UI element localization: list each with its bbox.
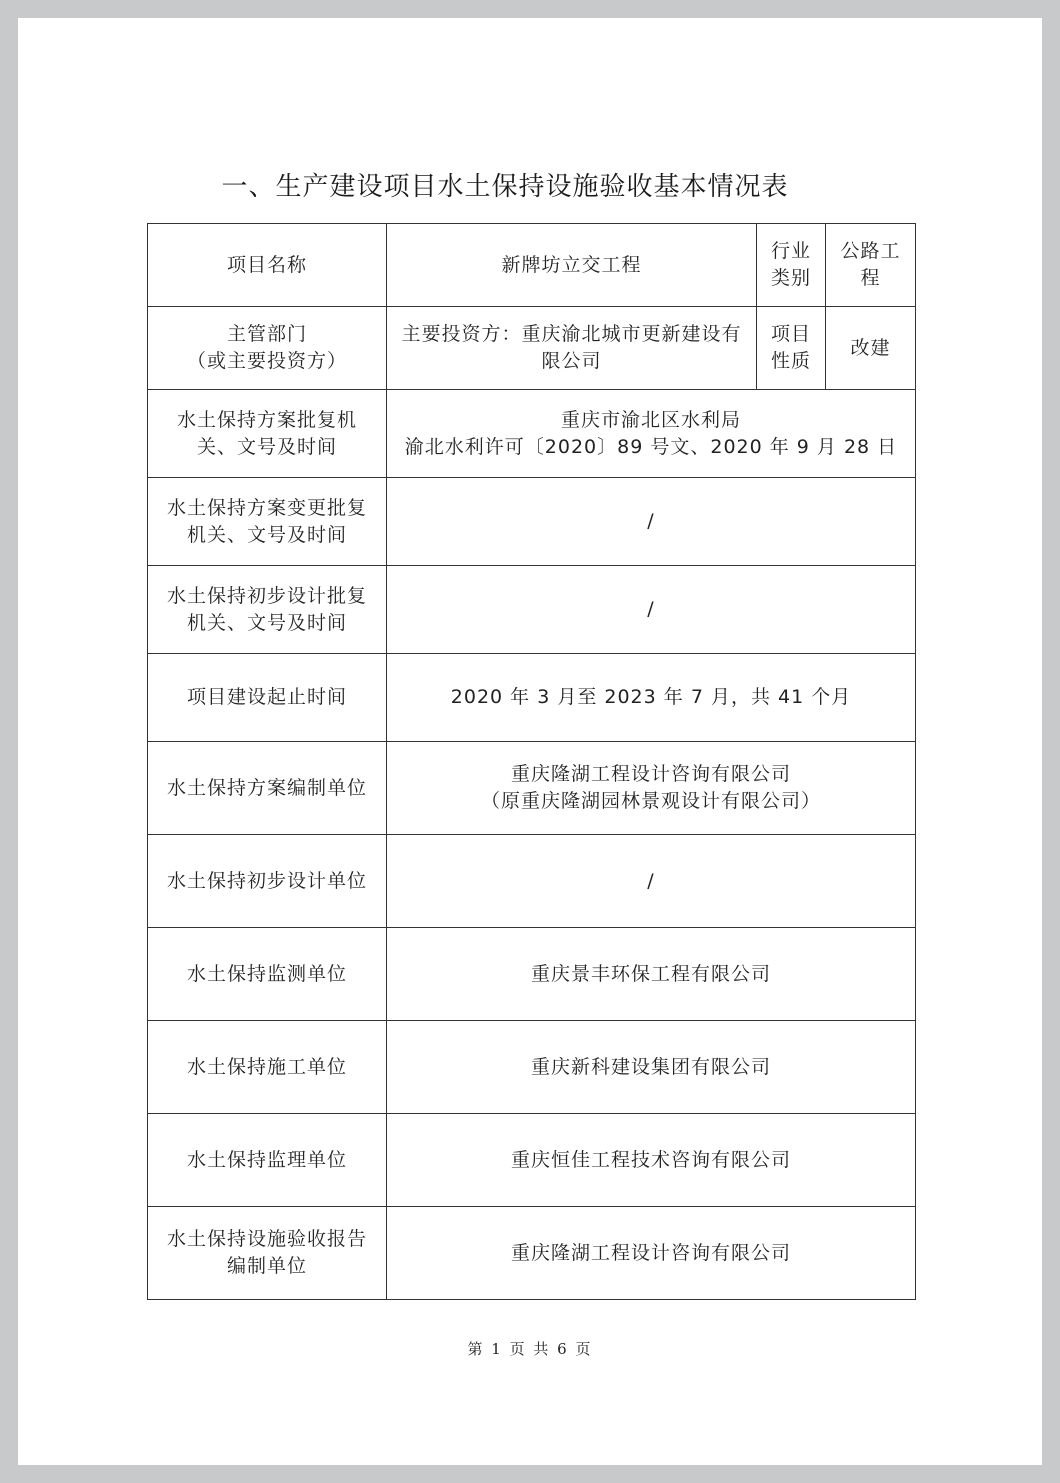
monitoring-unit-value: 重庆景丰环保工程有限公司: [387, 928, 916, 1021]
preliminary-design-unit-value: /: [387, 835, 916, 928]
table-row: [148, 1207, 916, 1300]
construction-period-value: 2020 年 3 月至 2023 年 7 月，共 41 个月: [387, 654, 916, 742]
plan-change-value: /: [387, 478, 916, 566]
plan-compiler-label: 水土保持方案编制单位: [148, 742, 387, 835]
nature-label: 项目性质: [757, 307, 826, 390]
plan-approval-label: 水土保持方案批复机关、文号及时间: [148, 390, 387, 478]
department-label-line2: （或主要投资方）: [186, 350, 347, 372]
preliminary-design-approval-value: /: [387, 566, 916, 654]
plan-approval-value: [387, 390, 916, 478]
table-row: [148, 390, 916, 478]
acceptance-report-unit-value: 重庆隆湖工程设计咨询有限公司: [387, 1207, 916, 1300]
department-value: 主要投资方：重庆渝北城市更新建设有限公司: [387, 307, 757, 390]
industry-value: 公路工程: [826, 224, 916, 307]
project-name-label: 项目名称: [148, 224, 387, 307]
document-page: [18, 18, 1042, 1465]
construction-period-label: 项目建设起止时间: [148, 654, 387, 742]
plan-compiler-value-line2: （原重庆隆湖园林景观设计有限公司）: [480, 790, 821, 812]
preliminary-design-unit-label: 水土保持初步设计单位: [148, 835, 387, 928]
preliminary-design-approval-label: 水土保持初步设计批复机关、文号及时间: [148, 566, 387, 654]
monitoring-unit-label: 水土保持监测单位: [148, 928, 387, 1021]
table-row: [148, 742, 916, 835]
supervision-unit-label: 水土保持监理单位: [148, 1114, 387, 1207]
industry-label: 行业类别: [757, 224, 826, 307]
plan-approval-value-line2: 渝北水利许可〔2020〕89 号文、2020 年 9 月 28 日: [404, 435, 898, 458]
info-table: [147, 223, 916, 1300]
department-label-line1: 主管部门: [226, 323, 307, 345]
page-number: 第 1 页 共 6 页: [467, 1340, 593, 1358]
plan-change-label: 水土保持方案变更批复机关、文号及时间: [148, 478, 387, 566]
acceptance-report-unit-label: 水土保持设施验收报告编制单位: [148, 1207, 387, 1300]
table-row: [148, 835, 916, 928]
table-row: [148, 928, 916, 1021]
plan-compiler-value-line1: 重庆隆湖工程设计咨询有限公司: [510, 763, 791, 785]
table-row: [148, 566, 916, 654]
plan-compiler-value: [387, 742, 916, 835]
nature-value: 改建: [826, 307, 916, 390]
table-row: [148, 1114, 916, 1207]
department-label: [148, 307, 387, 390]
supervision-unit-value: 重庆恒佳工程技术咨询有限公司: [387, 1114, 916, 1207]
table-row: [148, 307, 916, 390]
construction-unit-label: 水土保持施工单位: [148, 1021, 387, 1114]
construction-unit-value: 重庆新科建设集团有限公司: [387, 1021, 916, 1114]
table-row: [148, 224, 916, 307]
table-row: [148, 1021, 916, 1114]
table-row: [148, 478, 916, 566]
table-row: [148, 654, 916, 742]
project-name-value: 新牌坊立交工程: [387, 224, 757, 307]
page-title: 一、生产建设项目水土保持设施验收基本情况表: [221, 172, 789, 202]
plan-approval-value-line1: 重庆市渝北区水利局: [560, 408, 741, 431]
